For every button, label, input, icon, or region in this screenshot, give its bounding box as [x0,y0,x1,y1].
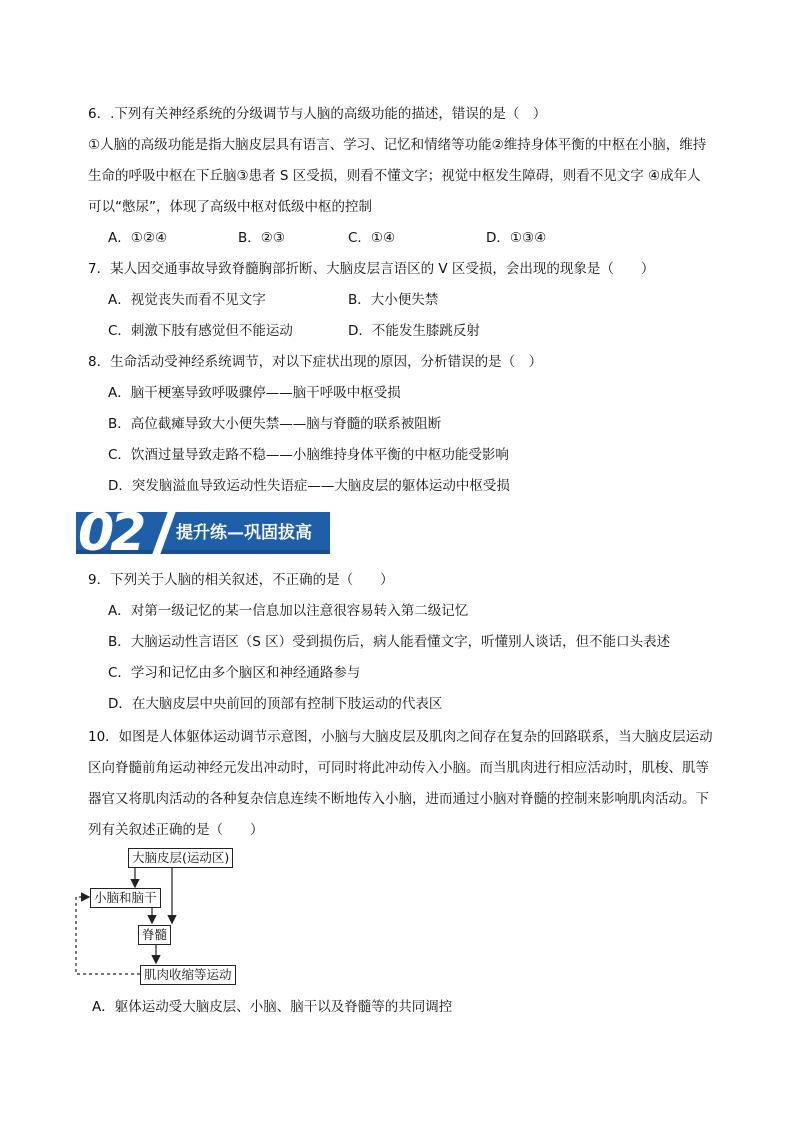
q8-stem: 8．生命活动受神经系统调节，对以下症状出现的原因，分析错误的是（ ） [88,354,543,370]
q6-option-c[interactable]: C．①④ [348,230,396,246]
q6-statement-line-3: 可以“憋尿”，体现了高级中枢对低级中枢的控制 [88,199,372,215]
q6-statement-line-1: ①人脑的高级功能是指大脑皮层具有语言、学习、记忆和情绪等功能②维持身体平衡的中枢在小脑，维持 [88,137,707,153]
q10-stem-line-1: 10．如图是人体躯体运动调节示意图，小脑与大脑皮层及肌肉之间存在复杂的回路联系，当大脑皮层运动 [88,729,713,745]
q8-option-b[interactable]: B．高位截瘫导致大小便失禁——脑与脊髓的联系被阻断 [108,416,442,432]
box-cortex: 大脑皮层(运动区) [128,848,233,868]
q9-option-d[interactable]: D．在大脑皮层中央前回的顶部有控制下肢运动的代表区 [108,696,443,712]
q7-option-d[interactable]: D．不能发生膝跳反射 [348,323,480,339]
q6-stem: 6．.下列有关神经系统的分级调节与人脑的高级功能的描述，错误的是（ ） [88,106,547,122]
q9-stem: 9．下列关于人脑的相关叙述，不正确的是（ ） [88,572,394,588]
box-cerebellum: 小脑和脑干 [90,888,161,908]
q9-option-b[interactable]: B．大脑运动性言语区（S 区）受到损伤后，病人能看懂文字，听懂别人谈话，但不能口头表述 [108,634,671,650]
q9-option-a[interactable]: A．对第一级记忆的某一信息加以注意很容易转入第二级记忆 [108,603,469,619]
q7-option-b[interactable]: B．大小便失禁 [348,292,439,308]
q7-option-a[interactable]: A．视觉丧失而看不见文字 [108,292,266,308]
section-banner [76,503,330,563]
box-spinal: 脊髓 [138,925,171,945]
q8-option-c[interactable]: C．饮酒过量导致走路不稳——小脑维持身体平衡的中枢功能受影响 [108,447,509,463]
q10-stem-line-2: 区向脊髓前角运动神经元发出冲动时，可同时将此冲动传入小脑。而当肌肉进行相应活动时，肌梭、肌等 [88,760,709,776]
q6-options [108,228,668,248]
q10-stem-line-4: 列有关叙述正确的是（ ） [88,822,264,838]
q7-stem: 7．某人因交通事故导致脊髓胸部折断、大脑皮层言语区的 V 区受损，会出现的现象是（ ） [88,261,655,277]
q10-stem-line-3: 器官又将肌肉活动的各种复杂信息连续不断地传入小脑，进而通过小脑对脊髓的控制来影响肌肉活动。下 [88,791,709,807]
arrow-feedback-muscle-to-cerebellum [76,897,140,974]
q6-option-d[interactable]: D．①③④ [486,230,547,246]
q8-option-a[interactable]: A．脑干梗塞导致呼吸骤停——脑干呼吸中枢受损 [108,385,401,401]
box-muscle: 肌肉收缩等运动 [140,965,236,985]
motor-control-diagram [60,840,280,990]
banner-title: 提升练—巩固拔高 [176,523,312,543]
q7-option-c[interactable]: C．刺激下肢有感觉但不能运动 [108,323,293,339]
q10-option-a[interactable]: A．躯体运动受大脑皮层、小脑、脑干以及脊髓等的共同调控 [92,999,453,1015]
q6-statement-line-2: 生命的呼吸中枢在下丘脑③患者 S 区受损，则看不懂文字；视觉中枢发生障碍，则看不见文字 ④成年人 [88,168,701,184]
q6-option-a[interactable]: A．①②④ [108,230,168,246]
q6-option-b[interactable]: B．②③ [238,230,285,246]
q8-option-d[interactable]: D．突发脑溢血导致运动性失语症——大脑皮层的躯体运动中枢受损 [108,478,510,494]
q9-option-c[interactable]: C．学习和记忆由多个脑区和神经通路参与 [108,665,361,681]
banner-number: 02 [78,503,143,563]
